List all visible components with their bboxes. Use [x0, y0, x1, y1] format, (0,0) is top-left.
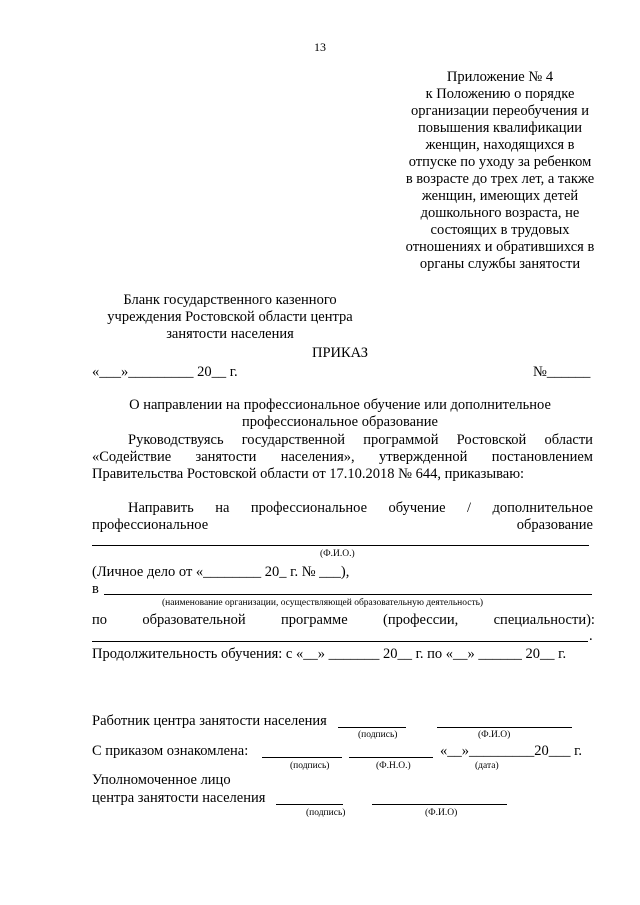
word: профессиональное [250, 500, 368, 516]
word: программе [280, 612, 348, 628]
fio-blank-line [92, 545, 589, 546]
word: обучение [388, 500, 446, 516]
word: образование [516, 517, 593, 533]
authorized-fio-line [372, 804, 507, 805]
preamble-line-2 [92, 449, 593, 466]
duration: Продолжительность обучения: с «__» _______ 20__ г. по «__» ______ 20__ г. [92, 646, 567, 662]
word: государственной [241, 432, 346, 448]
worker-fio-line [437, 727, 572, 728]
order-date: «___»_________ 20__ г. [92, 364, 238, 380]
acquainted-signature-line [262, 757, 342, 758]
fio-caption: (Ф.И.О) [425, 808, 458, 818]
word: дополнительное [492, 500, 593, 516]
word: «Содействие [92, 449, 172, 465]
word: / [467, 500, 472, 516]
appendix-line: состоящих в трудовых [430, 222, 570, 238]
signature-caption: (подпись) [290, 761, 330, 771]
word: области [544, 432, 593, 448]
word: постановлением [491, 449, 593, 465]
fio-caption: (Ф.Н.О.) [376, 761, 411, 771]
appendix-line: отношениях и обратившихся в [405, 239, 595, 255]
page-number: 13 [314, 40, 326, 54]
acquainted-fio-line [349, 757, 433, 758]
letterhead-line: учреждения Ростовской области центра [107, 309, 353, 325]
personal-file: (Личное дело от «________ 20_ г. № ___), [92, 564, 350, 580]
word: Ростовской [456, 432, 527, 448]
organization-blank-line [104, 594, 592, 595]
appendix-block [390, 69, 610, 273]
preamble-line-3: Правительства Ростовской области от 17.10.2018 № 644, приказываю: [92, 466, 525, 482]
word: на [215, 500, 230, 516]
word: профессиональное [92, 517, 209, 533]
word: по [92, 612, 108, 628]
in-label: в [92, 581, 99, 597]
appendix-line: в возрасте до трех лет, а также [405, 171, 595, 187]
program-blank-line [92, 641, 588, 642]
signature-caption: (подпись) [306, 808, 346, 818]
appendix-line: отпуске по уходу за ребенком [408, 154, 592, 170]
directive-line-2 [92, 517, 593, 534]
preamble-line-1 [128, 432, 593, 449]
acquainted-label: С приказом ознакомлена: [92, 743, 249, 759]
appendix-line: дошкольного возраста, не [420, 205, 580, 221]
word: занятости [195, 449, 257, 465]
word: специальности): [493, 612, 595, 628]
signature-caption: (подпись) [358, 730, 398, 740]
acquainted-date: «__»_________20___ г. [440, 743, 583, 759]
letterhead-block [80, 292, 380, 343]
appendix-line: женщин, находящихся в [425, 137, 575, 153]
word: (профессии, [383, 612, 459, 628]
period-dot: . [589, 628, 593, 644]
worker-signature-line [338, 727, 406, 728]
subject-line: профессиональное образование [241, 414, 438, 430]
organization-caption: (наименование организации, осуществляющей образовательную деятельность) [162, 598, 484, 608]
appendix-line: повышения квалификации [418, 120, 582, 136]
date-caption: (дата) [475, 761, 499, 771]
appendix-line: к Положению о порядке [425, 86, 575, 102]
appendix-line: Приложение № 4 [446, 69, 554, 85]
word: утвержденной [379, 449, 468, 465]
directive-line-1 [128, 500, 593, 517]
appendix-line: женщин, имеющих детей [421, 188, 579, 204]
letterhead-line: занятости населения [166, 326, 294, 342]
appendix-line: органы службы занятости [419, 256, 581, 272]
order-title: ПРИКАЗ [311, 345, 369, 361]
authorized-line-1: Уполномоченное лицо [92, 772, 231, 788]
authorized-signature-line [276, 804, 343, 805]
worker-label: Работник центра занятости населения [92, 713, 327, 729]
word: населения», [280, 449, 355, 465]
word: программой [363, 432, 439, 448]
subject-line: О направлении на профессиональное обучение или дополнительное [129, 397, 551, 413]
word: Направить [128, 500, 194, 516]
appendix-line: организации переобучения и [411, 103, 589, 119]
fio-caption: (Ф.И.О.) [320, 549, 355, 559]
authorized-line-2: центра занятости населения [92, 790, 266, 806]
order-number: №______ [533, 364, 591, 380]
letterhead-line: Бланк государственного казенного [123, 292, 337, 308]
program-line [92, 612, 595, 629]
word: образовательной [142, 612, 246, 628]
word: Руководствуясь [128, 432, 224, 448]
fio-caption: (Ф.И.О) [478, 730, 511, 740]
